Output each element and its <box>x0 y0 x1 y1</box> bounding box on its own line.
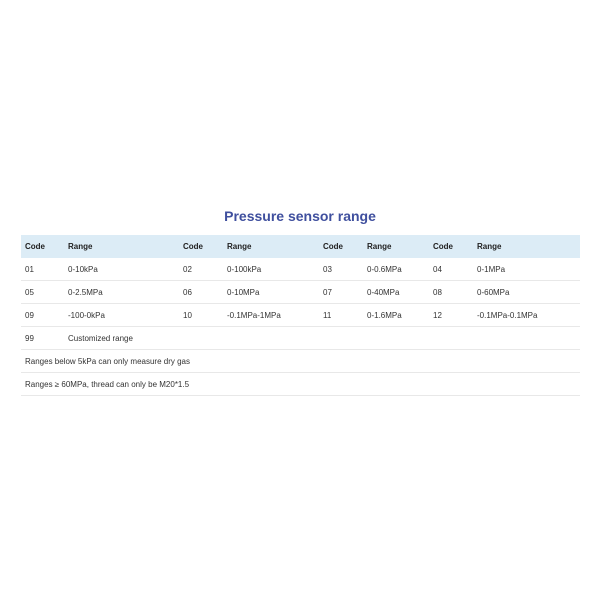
pressure-range-table <box>21 235 580 396</box>
range-cell: 0-10kPa <box>64 258 179 281</box>
range-cell: 0-1MPa <box>473 258 580 281</box>
table-row <box>21 281 580 304</box>
note-cell: Ranges below 5kPa can only measure dry gas <box>21 350 580 373</box>
code-cell: 10 <box>179 304 223 327</box>
table-row <box>21 304 580 327</box>
code-cell: 12 <box>429 304 473 327</box>
header-range: Range <box>363 235 429 258</box>
code-cell: 01 <box>21 258 64 281</box>
code-cell: 06 <box>179 281 223 304</box>
table-row-custom <box>21 327 580 350</box>
range-cell: 0-60MPa <box>473 281 580 304</box>
range-cell: 0-2.5MPa <box>64 281 179 304</box>
range-cell: 0-1.6MPa <box>363 304 429 327</box>
code-cell: 08 <box>429 281 473 304</box>
range-cell: 0-40MPa <box>363 281 429 304</box>
code-cell: 02 <box>179 258 223 281</box>
header-code: Code <box>429 235 473 258</box>
range-cell: -100-0kPa <box>64 304 179 327</box>
table-header-row <box>21 235 580 258</box>
range-cell: Customized range <box>64 327 580 350</box>
header-code: Code <box>21 235 64 258</box>
table-row <box>21 258 580 281</box>
range-cell: 0-10MPa <box>223 281 319 304</box>
code-cell: 04 <box>429 258 473 281</box>
range-cell: 0-100kPa <box>223 258 319 281</box>
code-cell: 03 <box>319 258 363 281</box>
header-range: Range <box>64 235 179 258</box>
table-row-note <box>21 350 580 373</box>
note-cell: Ranges ≥ 60MPa, thread can only be M20*1.5 <box>21 373 580 396</box>
code-cell: 99 <box>21 327 64 350</box>
header-range: Range <box>473 235 580 258</box>
code-cell: 11 <box>319 304 363 327</box>
table-row-note <box>21 373 580 396</box>
header-code: Code <box>179 235 223 258</box>
range-cell: -0.1MPa-1MPa <box>223 304 319 327</box>
code-cell: 09 <box>21 304 64 327</box>
range-cell: 0-0.6MPa <box>363 258 429 281</box>
header-code: Code <box>319 235 363 258</box>
code-cell: 05 <box>21 281 64 304</box>
code-cell: 07 <box>319 281 363 304</box>
range-cell: -0.1MPa-0.1MPa <box>473 304 580 327</box>
header-range: Range <box>223 235 319 258</box>
page-title: Pressure sensor range <box>224 208 376 224</box>
